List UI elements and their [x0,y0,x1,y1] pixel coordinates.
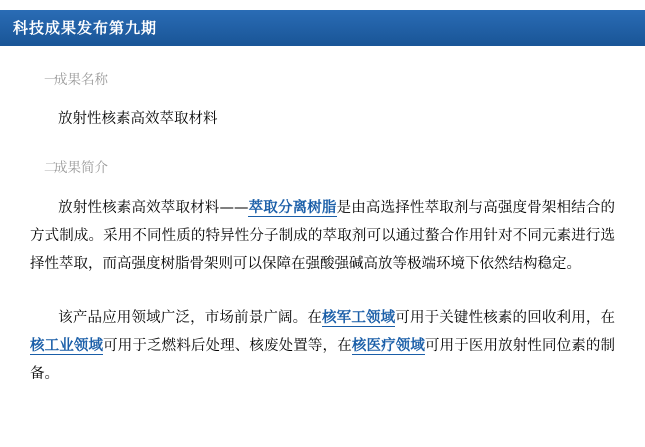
section-heading-2 [0,156,645,176]
paragraph-2-text-1: 该产品应用领域广泛，市场前景广阔。在 [58,310,322,326]
section-label-1: 成果名称 [54,72,108,88]
paragraph-1-text-1: 放射性核素高效萃取材料—— [58,200,249,216]
paragraph-1 [0,194,645,278]
paragraph-2-keyword-2: 核工业领域 [30,338,104,354]
paragraph-2-text-3: 可用于乏燃料后处理、核废处置等，在 [103,338,352,354]
paragraph-2-keyword-3: 核医疗领域 [351,338,425,354]
paragraph-1-keyword-1: 萃取分离树脂 [248,200,337,216]
paragraph-2-keyword-1: 核军工领域 [322,310,396,326]
paragraph-2-text-2: 可用于关键性核素的回收利用，在 [395,310,616,326]
section-number-2: 二 [44,160,58,176]
paragraph-2-text-4: 可用于医用放射性同位素的制备。 [30,338,616,382]
section-number-1: 一 [44,72,58,88]
achievement-name-value: 放射性核素高效萃取材料 [58,111,218,127]
section-heading-1 [0,68,645,88]
document-title-bar [0,10,645,44]
page-title: 科技成果发布第九期 [13,18,158,37]
paragraph-1-text-2: 是由高选择性萃取剂与高强度骨架相结合的方式制成。采用不同性质的特异性分子制成的萃取剂可以通过螯合作用针对不同元素进行选择性萃取，而高强度树脂骨架则可以保障在强酸强碱高放等极端环境下依然结构稳定。 [30,200,616,272]
paragraph-2 [0,304,645,388]
document-content [0,46,645,403]
section-label-2: 成果简介 [54,160,108,176]
